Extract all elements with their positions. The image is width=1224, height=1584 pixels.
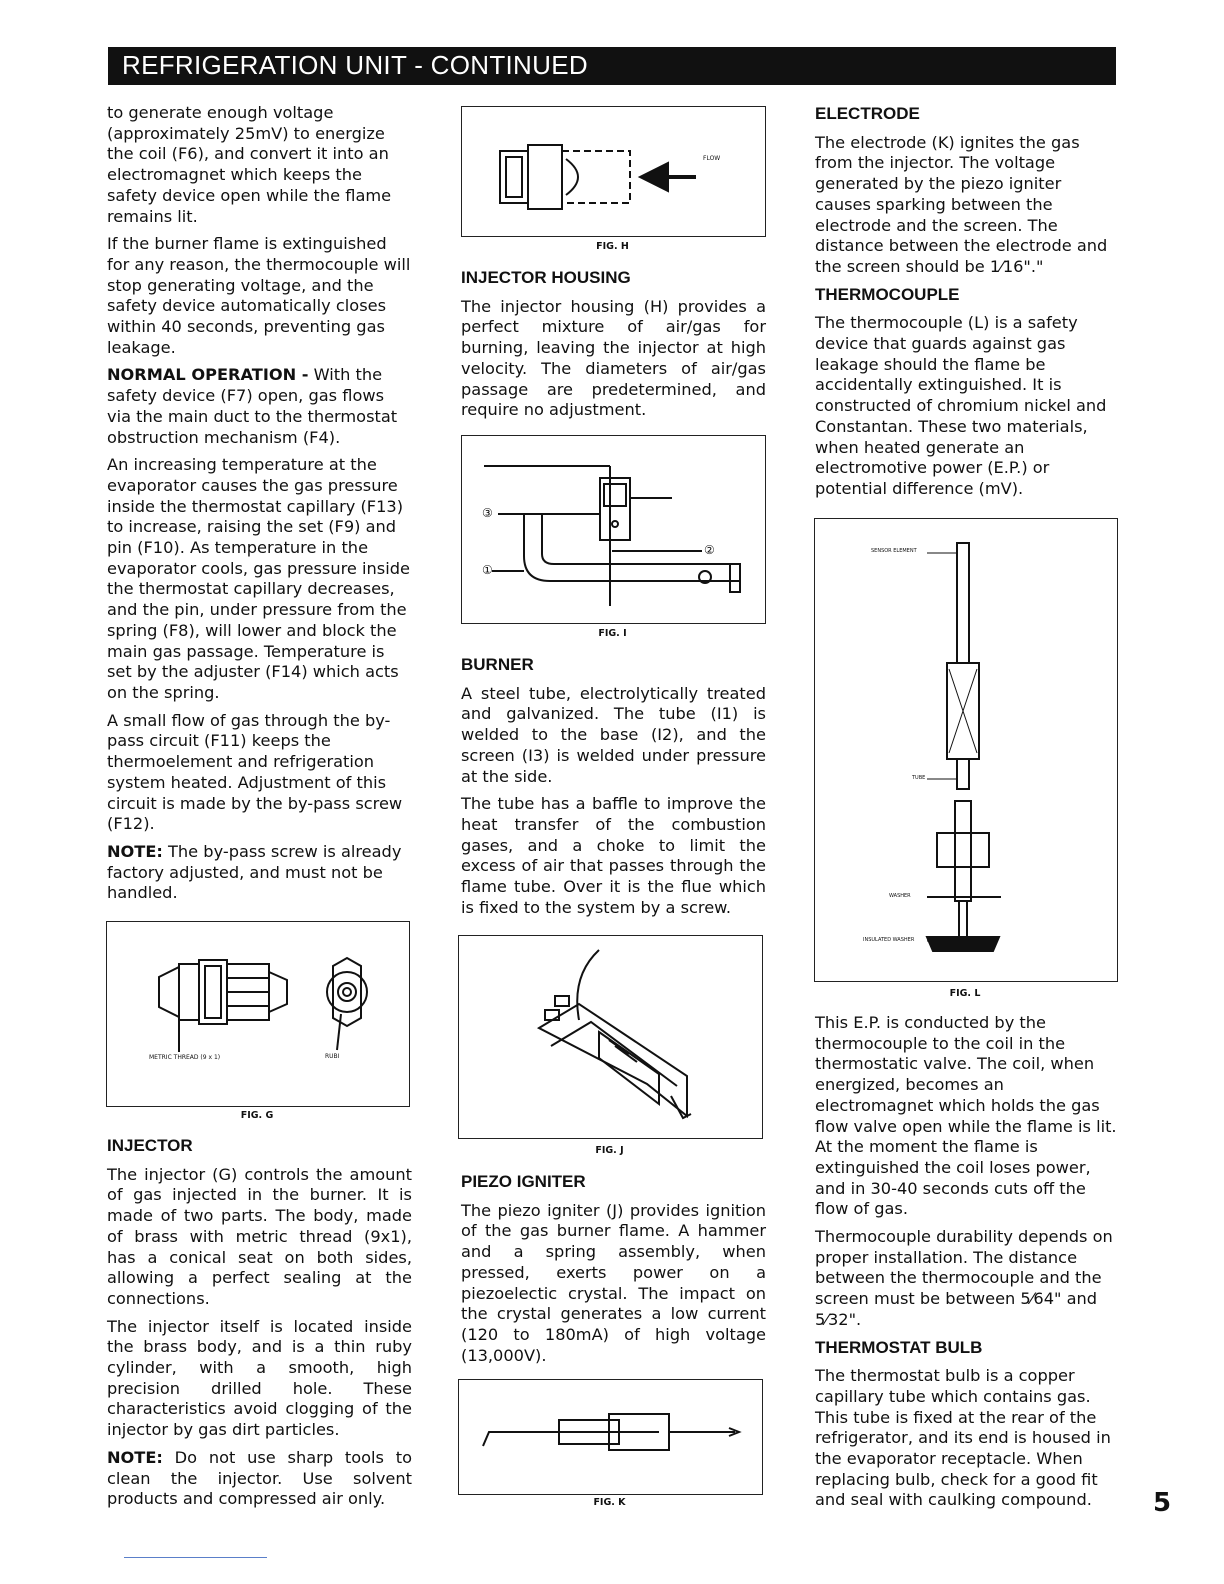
paragraph: This E.P. is conducted by the thermocouple to the coil in the thermostatic valve. The coil, when energized, becomes an electromagnet which holds the gas flow valve open while the flame is lit. At the moment the flame is extinguished the coil loses power, and in 30-40 seconds cuts off the flow of gas. — [815, 1013, 1117, 1219]
fig-g-label: RUBI — [325, 1053, 340, 1060]
figure-caption: FIG. K — [593, 1497, 626, 1508]
paragraph: to generate enough voltage (approximately 25mV) to energize the coil (F6), and convert it into an electromagnet which keeps the safety device open while the flame remains lit. — [107, 103, 392, 226]
column-3-top — [815, 104, 1120, 507]
thermostat-bulb-heading: THERMOSTAT BULB — [815, 1337, 983, 1357]
fig-l-label: INSULATED WASHER — [863, 937, 915, 943]
paragraph: The injector itself is located inside the brass body, and is a thin ruby cylinder, with a smooth, high precision drilled hole. These characteristics avoid clogging of the injector by gas dirt particles. — [107, 1316, 412, 1440]
callout-1: ① — [482, 563, 493, 577]
paragraph: NOTE: The by-pass screw is already factory adjusted, and must not be handled. — [107, 841, 402, 903]
burner-heading: BURNER — [461, 655, 534, 674]
figure-g-injector — [106, 921, 410, 1107]
paragraph: The injector housing (H) provides a perfect mixture of air/gas for burning, leaving the injector at high velocity. The diameters of air/gas passage are predetermined, and require no adjustment. — [461, 296, 766, 420]
thermocouple-heading: THERMOCOUPLE — [815, 284, 960, 304]
fig-g-label: METRIC THREAD (9 x 1) — [149, 1054, 221, 1061]
paragraph: A small flow of gas through the by-pass circuit (F11) keeps the thermoelement and refrigeration system heated. Adjustment of this circuit is made by the by-pass screw (F12). — [107, 710, 403, 834]
paragraph: The electrode (K) ignites the gas from the injector. The voltage generated by the piezo igniter causes sparking between the electrode and the screen. The distance between the electrode and the screen should be 1⁄16"." — [815, 132, 1108, 276]
figure-caption: FIG. G — [240, 1110, 274, 1121]
figure-caption: FIG. I — [598, 628, 627, 639]
page-number: 5 — [1153, 1488, 1172, 1518]
figure-caption: FIG. H — [596, 241, 629, 252]
injector-housing-heading: INJECTOR HOUSING — [461, 268, 631, 287]
paragraph: The tube has a baffle to improve the heat transfer of the combustion gases, and a choke to limit the excess of air that passes through the flame tube. Over it is the flue which is fixed to the system by a screw. — [461, 794, 766, 917]
section-header — [108, 47, 1116, 85]
callout-2: ② — [704, 543, 715, 557]
paragraph: NORMAL OPERATION - With the safety device (F7) open, gas flows via the main duct to the thermostat obstruction mechanism (F4). — [107, 365, 398, 447]
lead-label: NORMAL OPERATION - — [107, 365, 309, 385]
paragraph: The piezo igniter (J) provides ignition of the gas burner flame. A hammer and a spring assembly, when pressed, exerts power on a piezoelectic crystal. The impact on the crystal generates a low current (120 to 180mA) of high voltage (13,000V). — [461, 1200, 766, 1365]
injector-heading: INJECTOR — [107, 1136, 193, 1155]
figure-j-piezo — [458, 935, 763, 1139]
paragraph: NOTE: Do not use sharp tools to clean the injector. Use solvent products and compressed air only. — [107, 1447, 412, 1509]
paragraph: The thermostat bulb is a copper capillary tube which contains gas. This tube is fixed at the rear of the refrigerator, and its end is housed in the evaporator receptacle. When replacing bulb, check for a good fit and seal with caulking compound. — [815, 1366, 1111, 1510]
figure-caption: FIG. L — [949, 988, 981, 999]
column-2-piezo — [461, 1172, 766, 1373]
fig-l-label: WASHER — [889, 893, 911, 899]
figure-i-burner — [461, 435, 766, 624]
figure-caption: FIG. J — [595, 1145, 624, 1156]
burner-drawing — [462, 436, 765, 623]
paragraph: A steel tube, electrolytically treated and galvanized. The tube (I1) is welded to the base (I2), and the screen (I3) is welded under pressure at the side. — [461, 683, 766, 786]
paragraph: The thermocouple (L) is a safety device that guards against gas leakage should the flame be accidentally extinguished. It is constructed of chromium nickel and Constantan. These two materials, when heated generate an electromotive power (E.P.) or potential difference (mV). — [815, 313, 1107, 498]
column-2-housing — [461, 268, 766, 428]
flow-label: FLOW — [703, 155, 721, 162]
figure-h-flow — [461, 106, 766, 237]
column-3-bottom — [815, 1013, 1120, 1518]
piezo-igniter-heading: PIEZO IGNITER — [461, 1172, 586, 1191]
column-1-injector — [107, 1136, 412, 1517]
paragraph: An increasing temperature at the evaporator causes the gas pressure inside the thermostat capillary (F13) to increase, raising the set (F9) and pin (F10). As temperature in the evaporator cools, gas pressure inside the thermostat capillary decreases, and the pin, under pressure from the spring (F8), will lower and block the main gas passage. Temperature is set by the adjuster (F14) which acts on the spring. — [107, 455, 410, 702]
column-1-top — [107, 103, 412, 911]
thermocouple-drawing — [815, 519, 1117, 981]
paragraph: The injector (G) controls the amount of gas injected in the burner. It is made of two parts. The body, made of brass with metric thread (9x1), has a conical seat on both sides, allowing a perfect sealing at the connections. — [107, 1164, 412, 1308]
fig-l-label: TUBE — [912, 775, 926, 781]
fig-l-label: SENSOR ELEMENT — [871, 548, 917, 554]
paragraph: If the burner flame is extinguished for any reason, the thermocouple will stop generating voltage, and the safety device automatically closes within 40 seconds, preventing gas leakage. — [107, 234, 411, 357]
note-label: NOTE: — [107, 1447, 163, 1467]
figure-k-electrode — [458, 1379, 763, 1495]
figure-l-thermocouple — [814, 518, 1118, 982]
paragraph: Thermocouple durability depends on proper installation. The distance between the thermocouple and the screen must be between 5⁄64" and 5⁄32". — [815, 1227, 1113, 1329]
piezo-igniter-drawing — [459, 936, 762, 1138]
injector-drawing — [107, 922, 409, 1106]
electrode-drawing — [459, 1380, 762, 1494]
note-label: NOTE: — [107, 841, 163, 861]
column-2-burner — [461, 655, 766, 925]
electrode-heading: ELECTRODE — [815, 104, 920, 123]
footer-rule — [124, 1557, 267, 1558]
injector-housing-drawing — [462, 107, 765, 236]
callout-3: ③ — [482, 506, 493, 520]
section-title: REFRIGERATION UNIT - CONTINUED — [122, 50, 588, 80]
